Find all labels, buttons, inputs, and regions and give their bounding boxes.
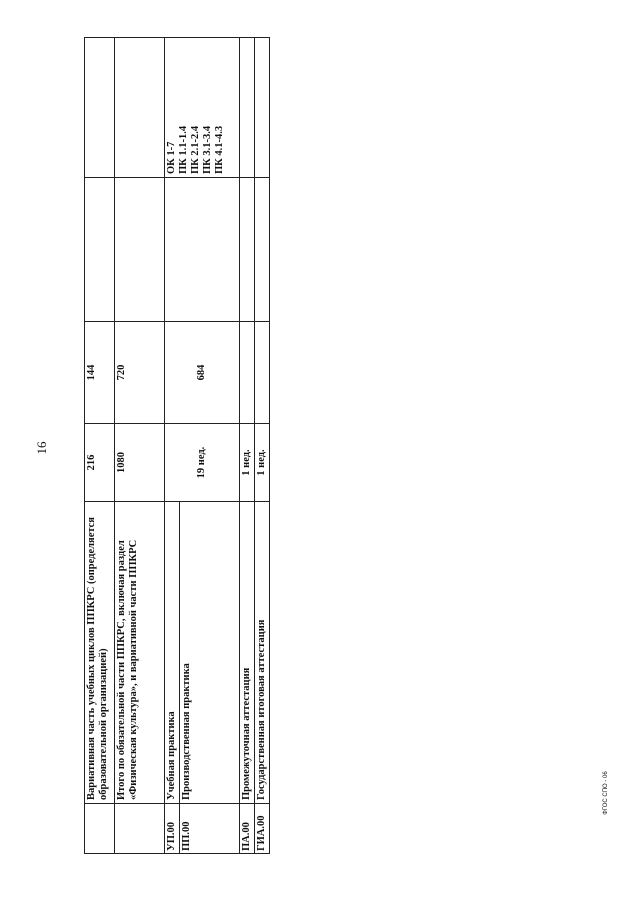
row-name: Итого по обязательной части ППКРС, включая раздел «Физическая культура», и вариативной части ППКРС — [115, 502, 165, 804]
table-row-interim-attestation — [240, 38, 255, 854]
competency-item: ОК 1-7 — [166, 141, 177, 174]
competency-item: ПК 2.1-2.4 — [190, 125, 201, 174]
row-hours — [255, 322, 270, 424]
row-empty-cell — [240, 178, 255, 322]
row-hours: 684 — [165, 322, 240, 424]
row-code — [115, 804, 165, 854]
row-max-load: 19 нед. — [165, 424, 240, 502]
row-name: Государственная итоговая аттестация — [255, 502, 270, 804]
row-code: ГИА.00 — [255, 804, 270, 854]
competency-item: ПК 3.1-3.4 — [202, 125, 213, 174]
row-code — [85, 804, 115, 854]
curriculum-table — [84, 37, 270, 854]
footer-standard-code: ФГОС СПО - 06 — [603, 771, 609, 815]
row-code: УП.00 — [165, 804, 180, 854]
row-competencies — [165, 38, 240, 178]
row-max-load: 1080 — [115, 424, 165, 502]
row-empty-cell — [165, 178, 240, 322]
competency-item: ПК 1.1-1.4 — [178, 125, 189, 174]
row-max-load: 216 — [85, 424, 115, 502]
row-empty-cell — [255, 178, 270, 322]
row-max-load: 1 нед. — [255, 424, 270, 502]
row-competencies — [255, 38, 270, 178]
row-code: ПА.00 — [240, 804, 255, 854]
row-empty-cell — [115, 178, 165, 322]
row-code: ПП.00 — [180, 804, 240, 854]
row-name: Вариативная часть учебных циклов ППКРС (определяется образовательной организацией) — [85, 502, 115, 804]
curriculum-table-rotated — [84, 38, 266, 854]
table-row-variable-part — [85, 38, 115, 854]
table-row-training-practice — [165, 38, 180, 854]
table-row-total — [115, 38, 165, 854]
row-competencies — [85, 38, 115, 178]
row-competencies — [240, 38, 255, 178]
row-competencies — [115, 38, 165, 178]
row-hours: 720 — [115, 322, 165, 424]
table-row-final-attestation — [255, 38, 270, 854]
row-max-load: 1 нед. — [240, 424, 255, 502]
row-name: Учебная практика — [165, 502, 180, 804]
row-hours: 144 — [85, 322, 115, 424]
page-number: 16 — [34, 441, 49, 455]
competency-item: ПК 4.1-4.3 — [214, 125, 225, 174]
row-hours — [240, 322, 255, 424]
row-empty-cell — [85, 178, 115, 322]
row-name: Промежуточная аттестация — [240, 502, 255, 804]
row-name: Производственная практика — [180, 502, 240, 804]
